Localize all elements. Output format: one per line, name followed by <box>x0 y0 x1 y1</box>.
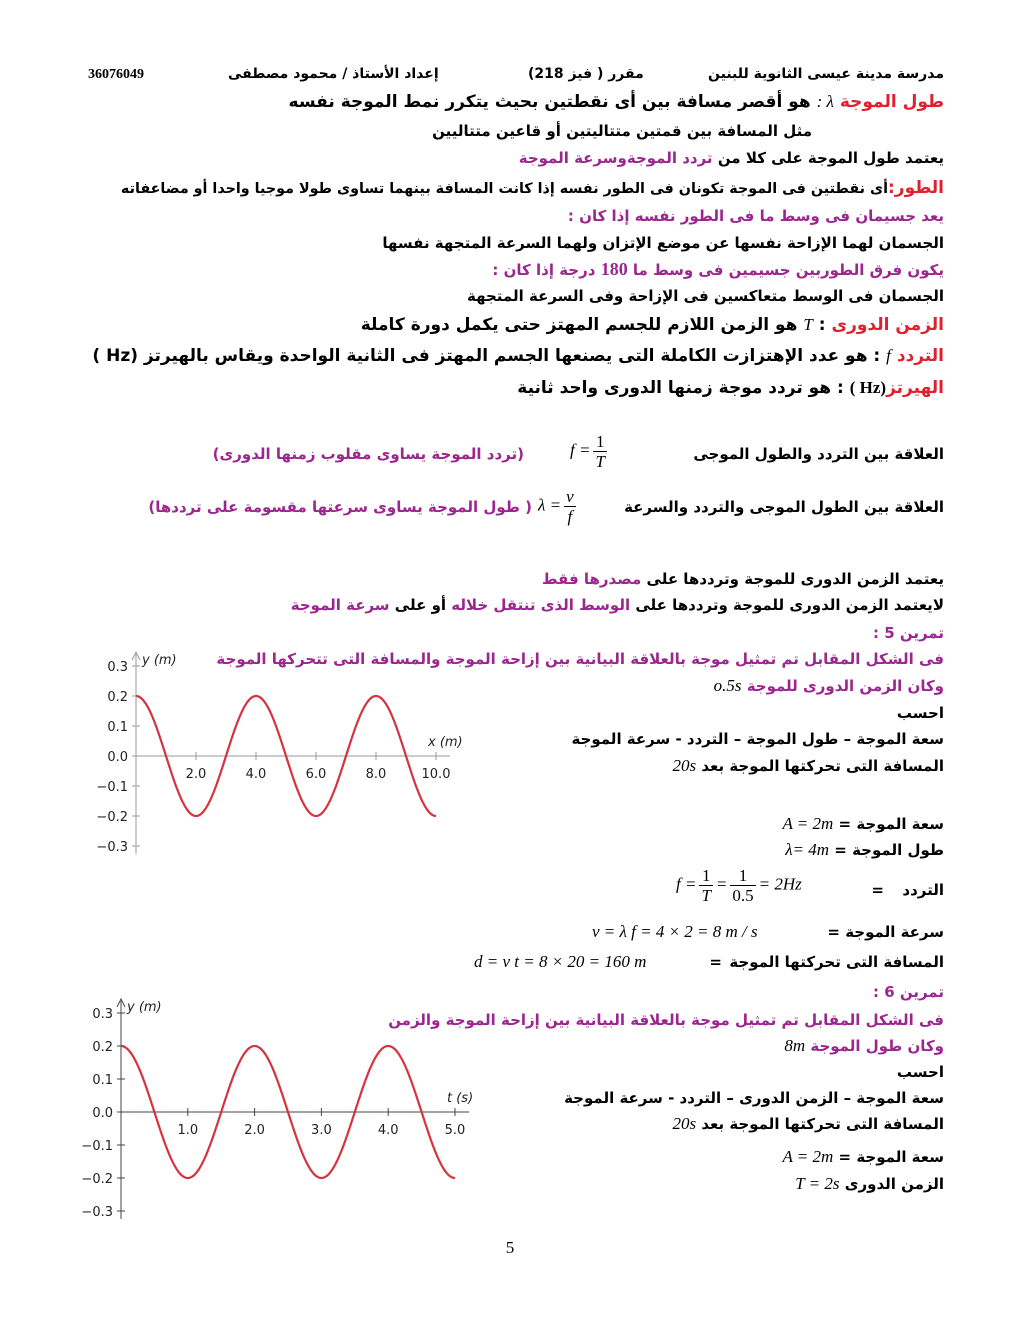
period-definition: الزمن الدورى : T هو الزمن اللازم للجسم المهتز حتى يكمل دورة كاملة <box>360 315 944 335</box>
wavelength-depends: يعتمد طول الموجة على كلا من تردد الموجةوسرعة الموجة <box>518 149 944 167</box>
x-tick-label: 1.0 <box>177 1123 199 1138</box>
y-tick-label: 0.2 <box>107 690 128 705</box>
y-tick-label: 0.0 <box>107 750 128 765</box>
exercise6-title: تمرين 6 : <box>872 983 944 1001</box>
ex5-speed-label: سرعة الموجة <box>845 923 944 941</box>
chart-displacement-vs-time <box>70 980 490 1225</box>
wavelength-example: مثل المسافة بين قمتين متتاليتين أو قاعين متتاليين <box>432 122 812 140</box>
x-tick-label: 5.0 <box>444 1123 466 1138</box>
page-number: 5 <box>505 1238 515 1257</box>
phase-difference-question: يكون فرق الطوربين جسيمين فى وسط ما 180 درجة إذا كان : <box>492 259 944 279</box>
x-tick-label: 3.0 <box>311 1123 332 1138</box>
frequency-definition: التردد f : هو عدد الإهتزازت الكاملة التى يصنعها الجسم المهتز فى الثانية الواحدة ويقاس بالهيرتز (Hz ) <box>92 346 944 366</box>
ex5-frequency-eq: = <box>871 881 884 899</box>
exercise5-title: تمرين 5 : <box>872 624 944 642</box>
hertz-definition: الهيرتز(Hz ) : هو تردد موجة زمنها الدورى واحد ثانية <box>517 378 944 398</box>
ex5-frequency-label: التردد <box>902 881 944 899</box>
exercise6-required: سعة الموجة – الزمن الدورى – التردد - سرعة الموجة <box>564 1089 944 1107</box>
x-tick-label: 6.0 <box>305 767 327 782</box>
y-tick-label: 0.2 <box>92 1040 113 1055</box>
y-tick-label: 0.3 <box>107 660 128 675</box>
relation1-formula: f = $\frac{1}{T}$ <box>570 432 605 471</box>
ex5-distance-label: المسافة التى تحركتها الموجة <box>729 953 944 971</box>
ex5-wavelength: طول الموجة = λ= 4m <box>785 840 944 859</box>
phase-definition: الطور:أى نقطتين فى الموجة تكونان فى الطور نفسه إذا كانت المسافة بينهما تساوى طولا موجيا واحدا أو مضاعفاته <box>120 178 944 198</box>
phone-number: 36076049 <box>88 67 144 82</box>
y-tick-label: −0.3 <box>81 1205 113 1220</box>
ex6-amplitude: سعة الموجة = A = 2m <box>782 1147 944 1166</box>
ex5-amplitude: سعة الموجة = A = 2m <box>782 814 944 833</box>
exercise6-given: وكان طول الموجة 8m <box>784 1036 944 1055</box>
ex5-speed-formula: v = λ f = 4 × 2 = 8 m / s <box>592 922 758 941</box>
same-phase-question: يعد جسيمان فى وسط ما فى الطور نفسه إذا كان : <box>567 207 944 225</box>
exercise6-required-distance: المسافة التى تحركتها الموجة بعد 20s <box>672 1114 944 1133</box>
relation1-label: العلاقة بين التردد والطول الموجى <box>693 445 944 463</box>
exercise5-calc: احسب <box>896 704 944 722</box>
phase-difference-answer: الجسمان فى الوسط متعاكسين فى الإزاحة وفى السرعة المتجهة <box>466 287 944 305</box>
x-tick-label: 8.0 <box>365 767 387 782</box>
exercise6-description: فى الشكل المقابل تم تمثيل موجة بالعلاقة البيانية بين إزاحة الموجة والزمن <box>388 1011 944 1029</box>
exercise5-required-distance: المسافة التى تحركتها الموجة بعد 20s <box>672 756 944 775</box>
y-axis-label: y (m) <box>127 1000 162 1015</box>
y-tick-label: −0.3 <box>96 840 128 855</box>
school-name: مدرسة مدينة عيسى الثانوية للبنين <box>708 66 944 82</box>
ex5-frequency-formula: f = $\frac{1}{T}$ = $\frac{1}{0.5}$ = 2Hz <box>676 866 802 905</box>
ex5-speed-eq: = <box>827 923 840 941</box>
x-tick-label: 2.0 <box>244 1123 265 1138</box>
x-tick-label: 10.0 <box>421 767 451 782</box>
chart-displacement-vs-distance <box>70 636 470 866</box>
y-tick-label: −0.1 <box>81 1139 113 1154</box>
y-tick-label: 0.1 <box>107 720 128 735</box>
ex5-distance-formula: d = v t = 8 × 20 = 160 m <box>474 952 647 971</box>
y-tick-label: 0.0 <box>92 1106 113 1121</box>
author-name: إعداد الأستاذ / محمود مصطفى <box>228 66 439 82</box>
y-tick-label: −0.2 <box>96 810 128 825</box>
y-tick-label: −0.1 <box>96 780 128 795</box>
ex6-period: الزمن الدورى T = 2s <box>795 1174 944 1193</box>
y-axis-label: y (m) <box>142 653 177 668</box>
relation1-note: (تردد الموجة يساوى مقلوب زمنها الدورى) <box>212 445 524 463</box>
y-tick-label: 0.3 <box>92 1007 113 1022</box>
exercise5-given: وكان الزمن الدورى للموجة o.5s <box>713 676 944 695</box>
wavelength-definition: طول الموجة λ : هو أقصر مسافة بين أى نقطتين بحيث يتكرر نمط الموجة نفسه <box>288 92 944 112</box>
exercise6-calc: احسب <box>896 1063 944 1081</box>
x-tick-label: 4.0 <box>245 767 267 782</box>
relation2-formula: λ = $\frac{v}{f}$ <box>538 487 574 526</box>
not-depends-medium: لايعتمد الزمن الدورى للموجة وترددها على الوسط الذى تنتقل خلاله أو على سرعة الموجة <box>290 596 944 614</box>
x-tick-label: 2.0 <box>185 767 207 782</box>
course-name: مقرر ( فيز 218) <box>528 66 644 82</box>
x-tick-label: 4.0 <box>377 1123 399 1138</box>
relation2-note: ( طول الموجة يساوى سرعتها مقسومة على ترددها) <box>148 498 532 516</box>
exercise5-description: فى الشكل المقابل تم تمثيل موجة بالعلاقة البيانية بين إزاحة الموجة والمسافة التى تتحركها الموجة <box>216 650 944 668</box>
x-axis-label: x (m) <box>428 735 463 750</box>
depends-source: يعتمد الزمن الدورى للموجة وترددها على مصدرها فقط <box>541 570 944 588</box>
relation2-label: العلاقة بين الطول الموجى والتردد والسرعة <box>624 498 944 516</box>
y-tick-label: 0.1 <box>92 1073 113 1088</box>
ex5-distance-eq: = <box>709 953 722 971</box>
exercise5-required: سعة الموجة – طول الموجة – التردد - سرعة الموجة <box>571 730 944 748</box>
x-axis-label: t (s) <box>447 1091 474 1106</box>
same-phase-answer: الجسمان لهما الإزاحة نفسها عن موضع الإتزان ولهما السرعة المتجهة نفسها <box>382 234 944 252</box>
y-tick-label: −0.2 <box>81 1172 113 1187</box>
